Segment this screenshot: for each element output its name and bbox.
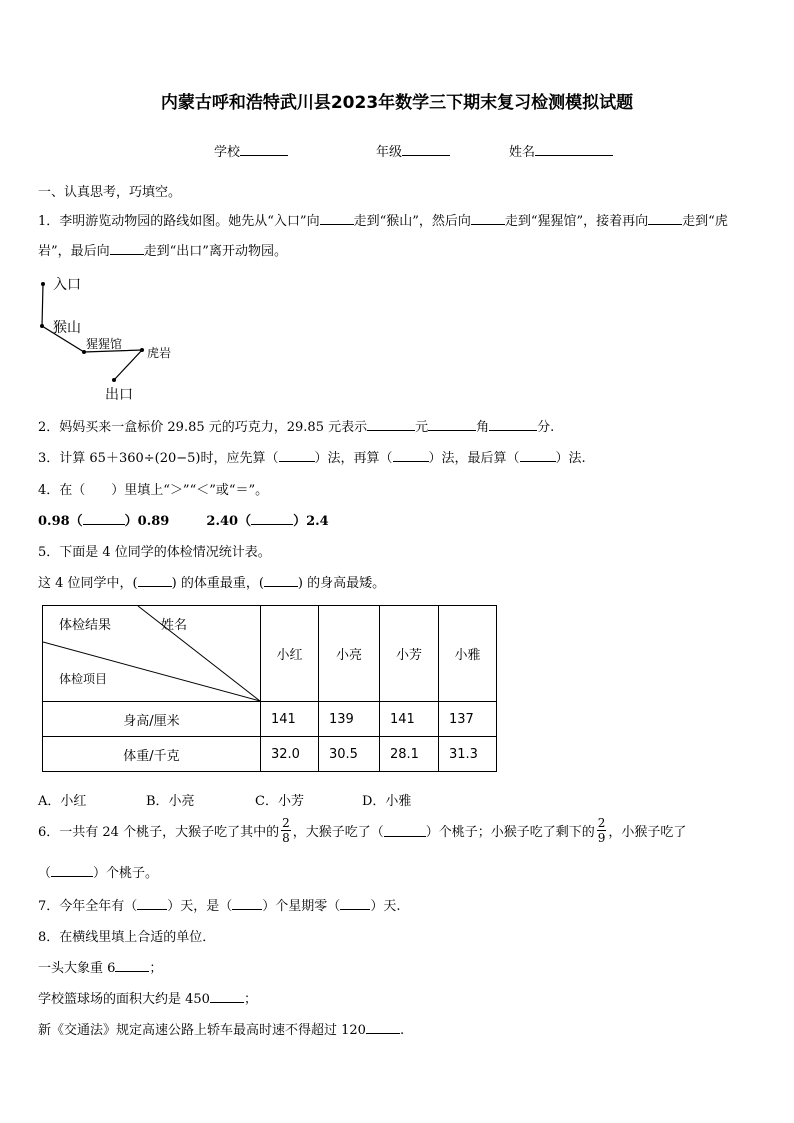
- q2-blank-yuan[interactable]: [367, 416, 415, 431]
- table-cell: 141: [380, 702, 439, 737]
- table-header-name: 小亮: [319, 606, 380, 702]
- q1-text: 岩”，最后向: [38, 244, 110, 259]
- map-label-entrance: 入口: [53, 277, 81, 293]
- q3-blank-1[interactable]: [279, 447, 315, 462]
- q7-text: ）天.: [370, 899, 401, 914]
- q8-text: 一头大象重 6: [38, 961, 116, 976]
- q6-fraction-1: [281, 816, 291, 845]
- name-label: 姓名: [509, 145, 536, 160]
- fraction-denominator: 9: [597, 831, 606, 845]
- q1-blank-4[interactable]: [110, 240, 144, 255]
- q8-line2: [38, 988, 257, 1007]
- name-blank[interactable]: [535, 141, 613, 156]
- q8-text: ；: [149, 961, 163, 976]
- table-row: [43, 702, 497, 737]
- q8-text: ；: [243, 992, 257, 1007]
- q4b-blank[interactable]: [251, 510, 293, 525]
- table-cell: 30.5: [319, 737, 380, 772]
- q5-stem: 5．下面是 4 位同学的体检情况统计表。: [38, 545, 271, 560]
- q1-text: 走到“猩猩馆”，接着再向: [504, 214, 649, 229]
- q2-unit-fen: 分.: [537, 420, 555, 435]
- q1-text: 走到“出口”离开动物园。: [143, 244, 287, 259]
- q5-option-a[interactable]: A．小红: [38, 794, 87, 809]
- q5-question: [38, 572, 385, 591]
- map-label-exit: 出口: [105, 387, 133, 403]
- corner-label-name: 姓名: [161, 618, 188, 633]
- q6-text: ，大猴子吃了（: [292, 825, 384, 840]
- name-field: [509, 141, 613, 160]
- page-title: 内蒙古呼和浩特武川县2023年数学三下期末复习检测模拟试题: [160, 93, 634, 113]
- q3-blank-3[interactable]: [520, 447, 556, 462]
- corner-label-item: 体检项目: [59, 672, 108, 686]
- grade-field: [376, 141, 450, 160]
- q6-text: （: [38, 866, 52, 881]
- health-check-table: [42, 605, 497, 772]
- q4a-text: 0.98（: [38, 514, 83, 529]
- q2-unit-yuan: 元: [415, 420, 429, 435]
- q7-text: ）个星期零（: [262, 899, 341, 914]
- q2-blank-fen[interactable]: [489, 416, 537, 431]
- q7-blank-2[interactable]: [232, 895, 262, 910]
- q7-blank-1[interactable]: [137, 895, 167, 910]
- q3: [38, 447, 586, 466]
- q5-option-b[interactable]: B．小亮: [146, 794, 195, 809]
- q4a-blank[interactable]: [83, 510, 125, 525]
- q6-fraction-2: [597, 816, 607, 845]
- route-point-exit: [112, 378, 116, 382]
- grade-label: 年级: [376, 145, 403, 160]
- grade-blank[interactable]: [402, 141, 450, 156]
- q5-blank-heaviest[interactable]: [138, 572, 172, 587]
- table-header-name: 小红: [261, 606, 319, 702]
- q1-blank-2[interactable]: [471, 210, 505, 225]
- q8-stem: 8．在横线里填上合适的单位．: [38, 930, 216, 945]
- q3-text: ）法，最后算（: [428, 451, 520, 466]
- q5-option-d[interactable]: D．小雅: [362, 794, 412, 809]
- table-header-row: [43, 606, 497, 702]
- q2: [38, 416, 554, 435]
- q8-blank-2[interactable]: [210, 988, 244, 1003]
- q1-text: 走到“虎: [682, 214, 728, 229]
- route-point-monkey: [40, 324, 44, 328]
- q6-blank-2[interactable]: [51, 862, 93, 877]
- q6-blank-1[interactable]: [384, 824, 426, 837]
- q1-line2: [38, 240, 287, 259]
- q5-text: ) 的身高最矮。: [297, 576, 386, 591]
- q3-blank-2[interactable]: [393, 447, 429, 462]
- map-label-monkey: 猴山: [53, 320, 81, 336]
- map-label-gorilla: 猩猩馆: [86, 337, 123, 351]
- corner-label-result: 体检结果: [59, 618, 112, 633]
- table-cell: 141: [261, 702, 319, 737]
- map-label-tiger: 虎岩: [147, 346, 172, 360]
- q5-option-c[interactable]: C．小芳: [255, 794, 304, 809]
- q1-blank-3[interactable]: [648, 210, 682, 225]
- q7-text: ）天，是（: [167, 899, 233, 914]
- q4b-text: ）2.4: [293, 514, 329, 529]
- row-label-height: 身高/厘米: [43, 702, 261, 737]
- fraction-numerator: 2: [597, 816, 606, 830]
- table-header-name: 小芳: [380, 606, 439, 702]
- q3-text: 3．计算 65＋360÷(20−5)时，应先算（: [38, 451, 279, 466]
- route-point-entrance: [41, 282, 45, 286]
- q6-line2: [38, 862, 158, 881]
- school-label: 学校: [214, 145, 241, 160]
- q1-line1: [38, 210, 728, 229]
- school-blank[interactable]: [240, 141, 288, 156]
- q4-stem: 4．在（ ）里填上“＞”“＜”或“＝”。: [38, 483, 269, 498]
- table-row: [43, 737, 497, 772]
- q2-text: 2．妈妈买来一盒标价 29.85 元的巧克力，29.85 元表示: [38, 420, 368, 435]
- q7: [38, 895, 400, 914]
- q1-blank-1[interactable]: [320, 210, 354, 225]
- q1-text: 走到“猴山”，然后向: [353, 214, 471, 229]
- table-cell: 32.0: [261, 737, 319, 772]
- q7-text: 7．今年全年有（: [38, 899, 138, 914]
- q8-text: .: [399, 1023, 405, 1038]
- q4b-text: 2.40（: [206, 514, 252, 529]
- q7-blank-3[interactable]: [340, 895, 370, 910]
- table-cell: 28.1: [380, 737, 439, 772]
- table-header-name: 小雅: [439, 606, 497, 702]
- q2-blank-jiao[interactable]: [428, 416, 476, 431]
- row-label-weight: 体重/千克: [43, 737, 261, 772]
- q6-text: ，小猴子吃了: [608, 825, 687, 840]
- q5-text: ) 的体重最重，(: [171, 576, 264, 591]
- school-field: [214, 141, 288, 160]
- q3-text: ）法.: [555, 451, 586, 466]
- q6-text: ）个桃子。: [93, 866, 159, 881]
- q2-unit-jiao: 角: [476, 420, 490, 435]
- q8-text: 新《交通法》规定高速公路上轿车最高时速不得超过 120: [38, 1023, 366, 1038]
- q4-items: [38, 510, 329, 529]
- q4a-text: ）0.89: [124, 514, 170, 529]
- table-cell: 31.3: [439, 737, 497, 772]
- q8-blank-3[interactable]: [366, 1019, 400, 1034]
- table-cell: 137: [439, 702, 497, 737]
- q8-blank-1[interactable]: [115, 957, 149, 972]
- route-point-tiger: [140, 348, 144, 352]
- section-heading: 一、认真思考，巧填空。: [38, 185, 182, 200]
- q6-text: ）个桃子；小猴子吃了剩下的: [425, 825, 595, 840]
- q8-line3: [38, 1019, 404, 1038]
- q6-line1: [38, 816, 686, 845]
- table-corner-cell: [43, 606, 261, 702]
- q3-text: ）法，再算（: [314, 451, 393, 466]
- q8-line1: [38, 957, 162, 976]
- q6-text: 6．一共有 24 个桃子，大猴子吃了其中的: [38, 825, 280, 840]
- fraction-denominator: 8: [282, 831, 290, 845]
- q8-text: 学校篮球场的面积大约是 450: [38, 992, 210, 1007]
- q1-text: 1．李明游览动物园的路线如图。她先从“入口”向: [38, 214, 320, 229]
- q5-text: 这 4 位同学中，(: [38, 576, 138, 591]
- fraction-numerator: 2: [282, 816, 290, 830]
- q5-blank-shortest[interactable]: [264, 572, 298, 587]
- table-cell: 139: [319, 702, 380, 737]
